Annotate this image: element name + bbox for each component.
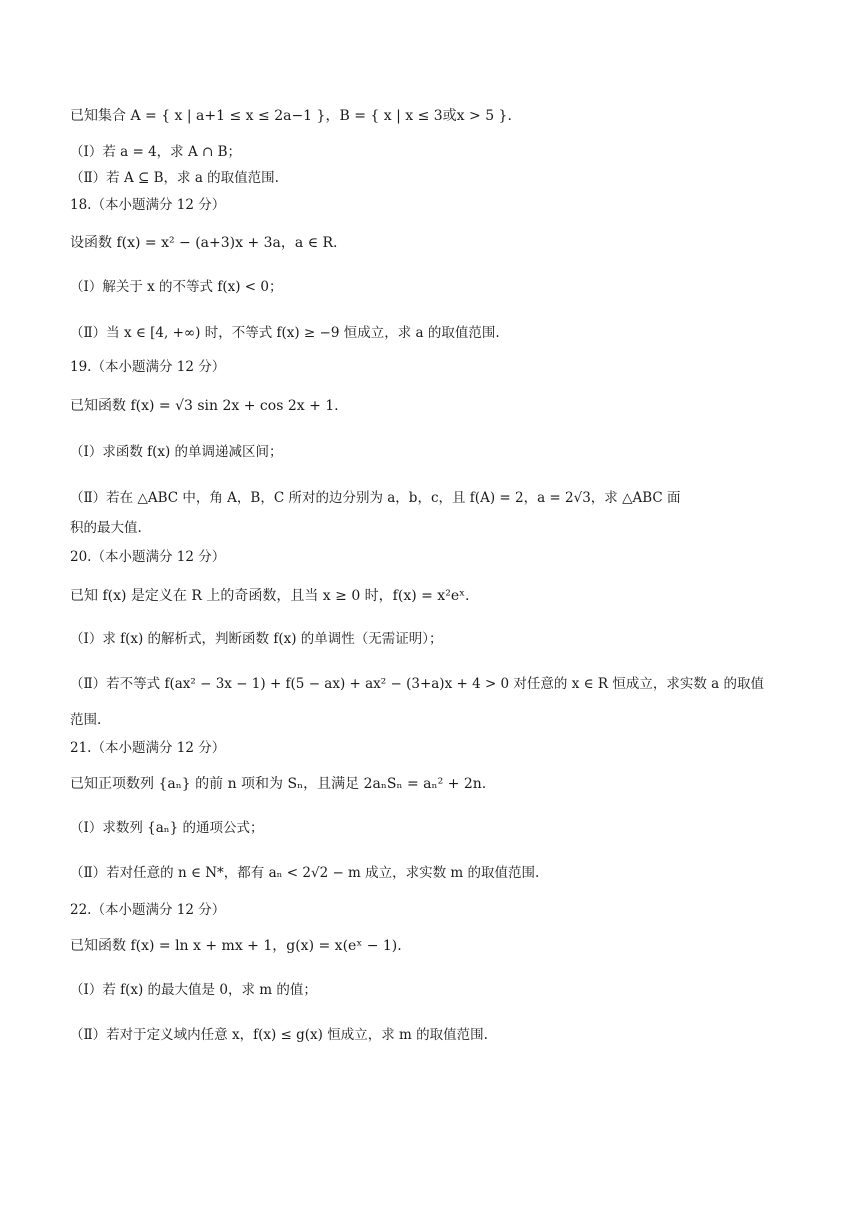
problem-20-header: 20.（本小题满分 12 分） bbox=[70, 549, 226, 565]
problem-17-part-2: （Ⅱ）若 A ⊆ B，求 a 的取值范围. bbox=[70, 170, 279, 186]
problem-21-part-2: （Ⅱ）若对任意的 n ∈ N*，都有 aₙ < 2√2 − m 成立，求实数 m 的取值范围. bbox=[70, 865, 540, 881]
problem-22-stem: 已知函数 f(x) = ln x + mx + 1，g(x) = x(eˣ − 1). bbox=[70, 938, 402, 954]
problem-19-header: 19.（本小题满分 12 分） bbox=[70, 359, 226, 375]
problem-17-stem: 已知集合 A = { x | a+1 ≤ x ≤ 2a−1 }，B = { x | x ≤ 3或x > 5 }. bbox=[70, 108, 512, 124]
problem-18-part-1: （Ⅰ）解关于 x 的不等式 f(x) < 0； bbox=[70, 279, 283, 295]
problem-19-stem: 已知函数 f(x) = √3 sin 2x + cos 2x + 1. bbox=[70, 398, 339, 414]
problem-20-stem: 已知 f(x) 是定义在 R 上的奇函数，且当 x ≥ 0 时，f(x) = x²eˣ. bbox=[70, 588, 470, 604]
problem-18-part-2: （Ⅱ）当 x ∈ [4, +∞) 时，不等式 f(x) ≥ −9 恒成立，求 a 的取值范围. bbox=[70, 325, 500, 341]
problem-18-header: 18.（本小题满分 12 分） bbox=[70, 197, 226, 213]
problem-17-part-1: （Ⅰ）若 a = 4，求 A ∩ B； bbox=[70, 144, 242, 160]
problem-19-part-2-line-2: 积的最大值. bbox=[70, 520, 142, 536]
problem-22-part-1: （Ⅰ）若 f(x) 的最大值是 0，求 m 的值； bbox=[70, 982, 317, 998]
problem-18-stem: 设函数 f(x) = x² − (a+3)x + 3a，a ∈ R. bbox=[70, 235, 338, 251]
problem-21-header: 21.（本小题满分 12 分） bbox=[70, 740, 226, 756]
problem-20-part-2-line-1: （Ⅱ）若不等式 f(ax² − 3x − 1) + f(5 − ax) + ax² − (3+a)x + 4 > 0 对任意的 x ∈ R 恒成立，求实数 a 的取值 bbox=[70, 676, 765, 692]
problem-22-part-2: （Ⅱ）若对于定义域内任意 x，f(x) ≤ g(x) 恒成立，求 m 的取值范围. bbox=[70, 1027, 488, 1043]
problem-20-part-1: （Ⅰ）求 f(x) 的解析式，判断函数 f(x) 的单调性（无需证明）； bbox=[70, 631, 443, 647]
problem-22-header: 22.（本小题满分 12 分） bbox=[70, 902, 226, 918]
problem-21-stem: 已知正项数列 {aₙ} 的前 n 项和为 Sₙ，且满足 2aₙSₙ = aₙ² + 2n. bbox=[70, 776, 487, 792]
problem-20-part-2-line-2: 范围. bbox=[70, 712, 102, 728]
problem-21-part-1: （Ⅰ）求数列 {aₙ} 的通项公式； bbox=[70, 820, 264, 836]
problem-19-part-2-line-1: （Ⅱ）若在 △ABC 中，角 A，B，C 所对的边分别为 a，b，c，且 f(A) = 2，a = 2√3，求 △ABC 面 bbox=[70, 490, 681, 506]
problem-19-part-1: （Ⅰ）求函数 f(x) 的单调递减区间； bbox=[70, 444, 283, 460]
